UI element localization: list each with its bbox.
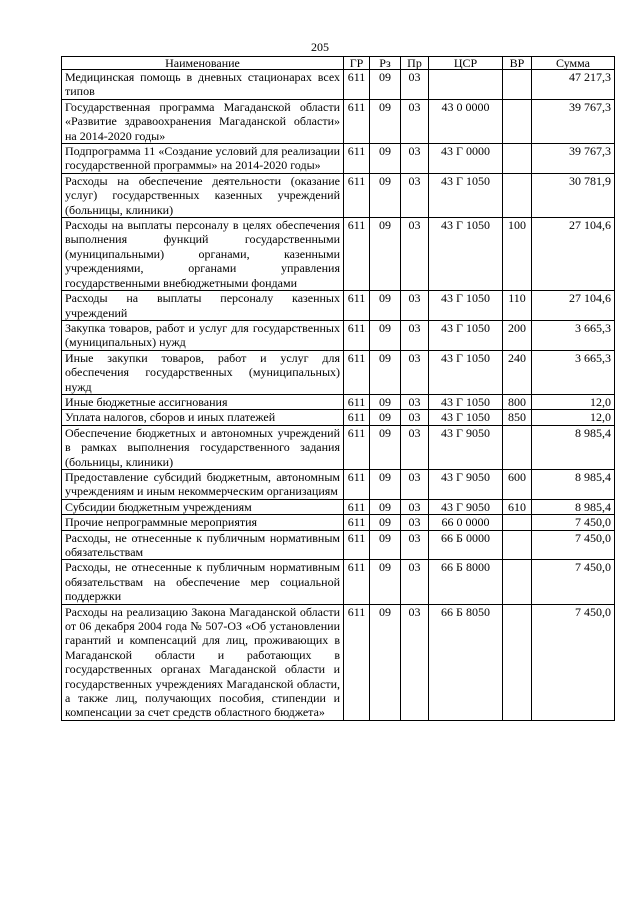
- cell-name: Закупка товаров, работ и услуг для государственных (муниципальных) нужд: [62, 320, 344, 350]
- cell-sum: 3 665,3: [532, 320, 615, 350]
- cell-csr: 43 0 0000: [429, 99, 503, 143]
- cell-rz: 09: [370, 394, 401, 409]
- cell-rz: 09: [370, 144, 401, 174]
- cell-gr: 611: [344, 515, 370, 530]
- cell-sum: 7 450,0: [532, 604, 615, 720]
- page-number: 205: [311, 40, 329, 54]
- cell-sum: 8 985,4: [532, 469, 615, 499]
- cell-pr: 03: [401, 560, 429, 604]
- cell-sum: 39 767,3: [532, 99, 615, 143]
- cell-vr: [503, 515, 532, 530]
- cell-name: Расходы на выплаты персоналу казенных учреждений: [62, 291, 344, 321]
- cell-name: Расходы на выплаты персоналу в целях обеспечения выполнения функций государственными (муниципальными) органами, казенными учреждениями, органами управления государственными внебюджетными фондами: [62, 218, 344, 291]
- cell-csr: 43 Г 0000: [429, 144, 503, 174]
- cell-csr: 66 Б 0000: [429, 530, 503, 560]
- table-row: [62, 320, 615, 350]
- cell-pr: 03: [401, 99, 429, 143]
- cell-csr: 43 Г 9050: [429, 469, 503, 499]
- cell-gr: 611: [344, 604, 370, 720]
- cell-csr: 43 Г 1050: [429, 173, 503, 217]
- cell-pr: 03: [401, 173, 429, 217]
- cell-gr: 611: [344, 499, 370, 514]
- cell-gr: 611: [344, 530, 370, 560]
- table-row: [62, 99, 615, 143]
- cell-name: Иные закупки товаров, работ и услуг для обеспечения государственных (муниципальных) нужд: [62, 350, 344, 394]
- table-row: [62, 291, 615, 321]
- cell-name: Медицинская помощь в дневных стационарах всех типов: [62, 70, 344, 100]
- cell-gr: 611: [344, 173, 370, 217]
- table-row: [62, 173, 615, 217]
- cell-vr: [503, 144, 532, 174]
- cell-pr: 03: [401, 499, 429, 514]
- cell-gr: 611: [344, 218, 370, 291]
- cell-rz: 09: [370, 410, 401, 425]
- cell-pr: 03: [401, 515, 429, 530]
- table-row: [62, 410, 615, 425]
- cell-csr: 43 Г 1050: [429, 218, 503, 291]
- cell-rz: 09: [370, 350, 401, 394]
- cell-csr: 43 Г 1050: [429, 320, 503, 350]
- cell-vr: [503, 99, 532, 143]
- cell-name: Уплата налогов, сборов и иных платежей: [62, 410, 344, 425]
- cell-name: Обеспечение бюджетных и автономных учреждений в рамках выполнения государственного задания (больницы, клиники): [62, 425, 344, 469]
- cell-gr: 611: [344, 144, 370, 174]
- cell-sum: 47 217,3: [532, 70, 615, 100]
- cell-csr: 66 0 0000: [429, 515, 503, 530]
- cell-rz: 09: [370, 70, 401, 100]
- cell-rz: 09: [370, 173, 401, 217]
- cell-gr: 611: [344, 394, 370, 409]
- header-sum: Сумма: [532, 57, 615, 70]
- cell-name: Субсидии бюджетным учреждениям: [62, 499, 344, 514]
- cell-rz: 09: [370, 560, 401, 604]
- cell-gr: 611: [344, 560, 370, 604]
- table-row: [62, 530, 615, 560]
- cell-csr: 43 Г 9050: [429, 499, 503, 514]
- cell-vr: 100: [503, 218, 532, 291]
- cell-name: Государственная программа Магаданской области «Развитие здравоохранения Магаданской области» на 2014-2020 годы»: [62, 99, 344, 143]
- cell-vr: [503, 70, 532, 100]
- table-row: [62, 350, 615, 394]
- header-csr: ЦСР: [429, 57, 503, 70]
- table-row: [62, 394, 615, 409]
- cell-name: Расходы, не отнесенные к публичным нормативным обязательствам: [62, 530, 344, 560]
- cell-sum: 27 104,6: [532, 218, 615, 291]
- cell-csr: 43 Г 9050: [429, 425, 503, 469]
- cell-pr: 03: [401, 410, 429, 425]
- cell-pr: 03: [401, 530, 429, 560]
- table-row: [62, 144, 615, 174]
- cell-pr: 03: [401, 394, 429, 409]
- cell-csr: 66 Б 8050: [429, 604, 503, 720]
- cell-pr: 03: [401, 425, 429, 469]
- cell-vr: 240: [503, 350, 532, 394]
- cell-sum: 39 767,3: [532, 144, 615, 174]
- cell-name: Прочие непрограммные мероприятия: [62, 515, 344, 530]
- cell-gr: 611: [344, 350, 370, 394]
- cell-pr: 03: [401, 469, 429, 499]
- cell-name: Подпрограмма 11 «Создание условий для реализации государственной программы» на 2014-2020 годы»: [62, 144, 344, 174]
- cell-gr: 611: [344, 469, 370, 499]
- cell-sum: 27 104,6: [532, 291, 615, 321]
- table-row: [62, 499, 615, 514]
- cell-csr: 43 Г 1050: [429, 350, 503, 394]
- cell-rz: 09: [370, 425, 401, 469]
- cell-sum: 7 450,0: [532, 560, 615, 604]
- cell-gr: 611: [344, 70, 370, 100]
- cell-sum: 7 450,0: [532, 530, 615, 560]
- cell-csr: 43 Г 1050: [429, 291, 503, 321]
- cell-sum: 3 665,3: [532, 350, 615, 394]
- cell-rz: 09: [370, 320, 401, 350]
- budget-table: [61, 56, 615, 721]
- cell-rz: 09: [370, 291, 401, 321]
- cell-sum: 12,0: [532, 410, 615, 425]
- table-row: [62, 218, 615, 291]
- header-vr: ВР: [503, 57, 532, 70]
- cell-name: Иные бюджетные ассигнования: [62, 394, 344, 409]
- cell-name: Расходы на обеспечение деятельности (оказание услуг) государственных казенных учреждений (больницы, клиники): [62, 173, 344, 217]
- cell-rz: 09: [370, 99, 401, 143]
- cell-name: Расходы, не отнесенные к публичным нормативным обязательствам на обеспечение мер социальной поддержки: [62, 560, 344, 604]
- cell-csr: [429, 70, 503, 100]
- cell-pr: 03: [401, 70, 429, 100]
- cell-sum: 30 781,9: [532, 173, 615, 217]
- cell-sum: 12,0: [532, 394, 615, 409]
- cell-vr: [503, 560, 532, 604]
- cell-csr: 66 Б 8000: [429, 560, 503, 604]
- cell-rz: 09: [370, 499, 401, 514]
- cell-vr: [503, 530, 532, 560]
- cell-csr: 43 Г 1050: [429, 394, 503, 409]
- cell-pr: 03: [401, 291, 429, 321]
- header-gr: ГР: [344, 57, 370, 70]
- cell-name: Расходы на реализацию Закона Магаданской области от 06 декабря 2004 года № 507-ОЗ «Об установлении гарантий и компенсаций для лиц, проживающих в Магаданской области и работающих в государственных органах Магаданской области и государственных учреждениях Магаданской области, а также лиц, получающих пособия, стипендии и компенсации за счет средств областного бюджета»: [62, 604, 344, 720]
- cell-pr: 03: [401, 350, 429, 394]
- cell-pr: 03: [401, 320, 429, 350]
- table-row: [62, 70, 615, 100]
- cell-pr: 03: [401, 144, 429, 174]
- cell-csr: 43 Г 1050: [429, 410, 503, 425]
- cell-rz: 09: [370, 469, 401, 499]
- cell-gr: 611: [344, 99, 370, 143]
- cell-rz: 09: [370, 515, 401, 530]
- cell-vr: [503, 173, 532, 217]
- table-header-row: [62, 57, 615, 70]
- cell-rz: 09: [370, 530, 401, 560]
- table-row: [62, 560, 615, 604]
- cell-vr: 600: [503, 469, 532, 499]
- header-name: Наименование: [62, 57, 344, 70]
- table-body: [62, 70, 615, 721]
- table-row: [62, 425, 615, 469]
- cell-rz: 09: [370, 218, 401, 291]
- cell-vr: 610: [503, 499, 532, 514]
- cell-vr: 800: [503, 394, 532, 409]
- header-pr: Пр: [401, 57, 429, 70]
- cell-vr: [503, 604, 532, 720]
- cell-gr: 611: [344, 410, 370, 425]
- cell-vr: 200: [503, 320, 532, 350]
- cell-rz: 09: [370, 604, 401, 720]
- table-row: [62, 515, 615, 530]
- cell-gr: 611: [344, 425, 370, 469]
- cell-vr: 110: [503, 291, 532, 321]
- cell-gr: 611: [344, 291, 370, 321]
- cell-sum: 8 985,4: [532, 499, 615, 514]
- table-row: [62, 469, 615, 499]
- cell-sum: 7 450,0: [532, 515, 615, 530]
- cell-sum: 8 985,4: [532, 425, 615, 469]
- cell-name: Предоставление субсидий бюджетным, автономным учреждениям и иным некоммерческим организациям: [62, 469, 344, 499]
- cell-vr: 850: [503, 410, 532, 425]
- cell-pr: 03: [401, 604, 429, 720]
- cell-vr: [503, 425, 532, 469]
- header-rz: Рз: [370, 57, 401, 70]
- table-row: [62, 604, 615, 720]
- cell-gr: 611: [344, 320, 370, 350]
- cell-pr: 03: [401, 218, 429, 291]
